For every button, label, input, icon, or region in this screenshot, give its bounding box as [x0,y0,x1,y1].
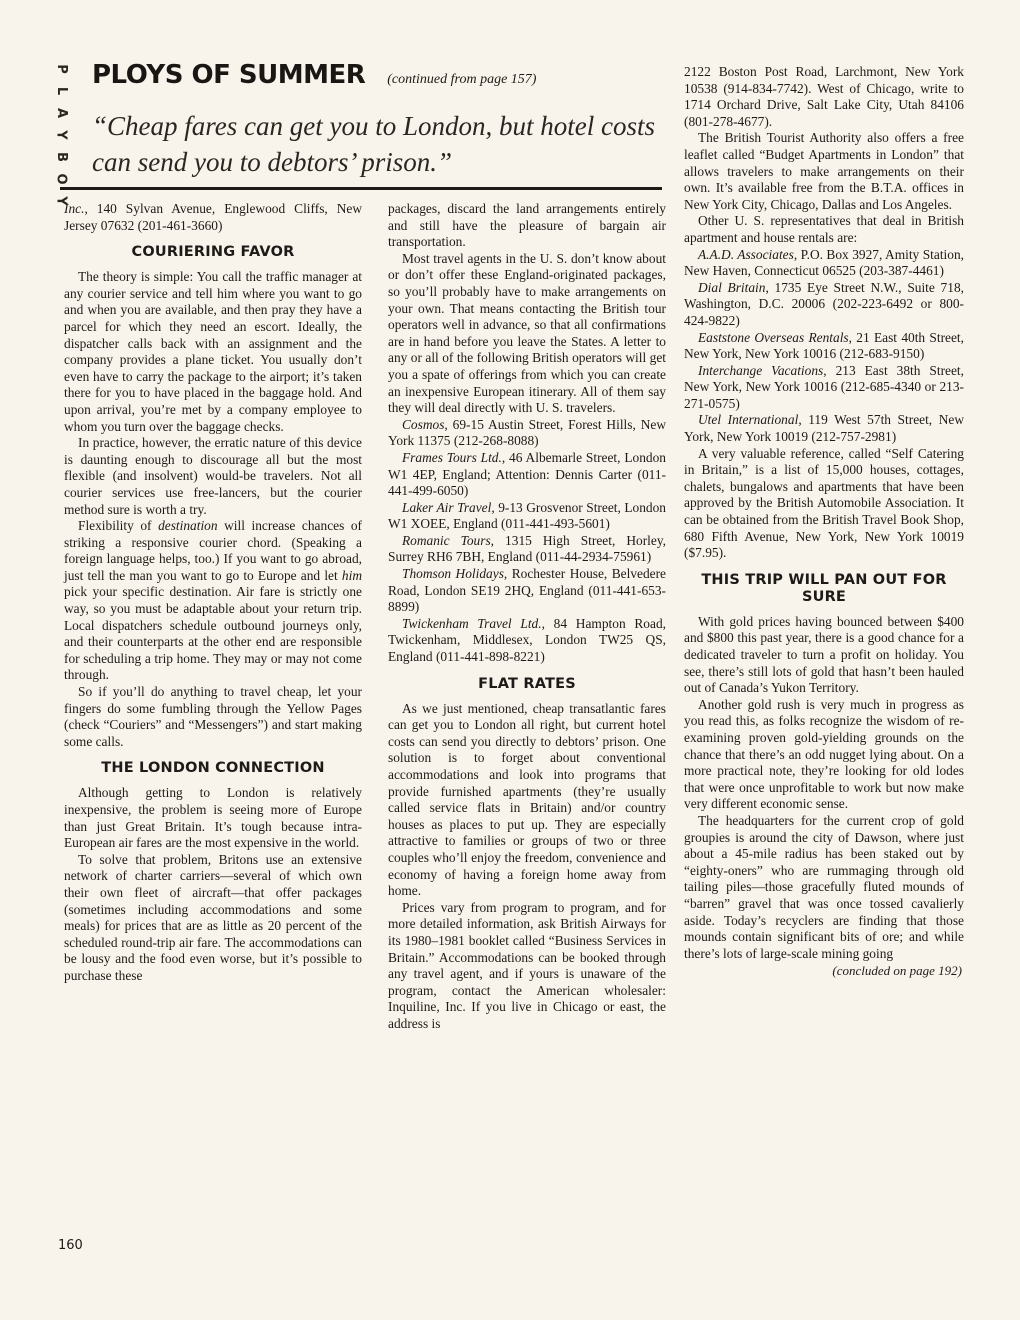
column-3 [684,64,964,980]
paragraph-text: will increase chances of striking a responsive courier chord. (Speaking a foreign language helps, too.) If you want to go abroad, just tell the man you want to go to Europe and let [64,518,362,583]
listing [388,450,666,500]
paragraph: The British Tourist Authority also offers a free leaflet called “Budget Apartments in London” that allows travelers to make arrangements on their own. It’s available free from the B.T.A. offices in New York City, Chicago, Dallas and Los Angeles. [684,130,964,212]
company-name: Cosmos [402,416,445,432]
column-2 [388,201,666,1033]
section-heading: FLAT RATES [478,675,576,692]
pull-quote: “Cheap fares can get you to London, but hotel costs can send you to debtors’ prison.” [92,111,655,177]
mag-letter: A [54,107,69,119]
company-name: Frames Tours Ltd. [402,449,502,465]
paragraph: packages, discard the land arrangements entirely and still have the pleasure of bargain air transportation. [388,201,666,250]
continued-note: (continued from page 157) [387,72,537,87]
mag-letter: P [54,64,69,74]
concluded-note: (concluded on page 192) [832,963,962,979]
listing-address: , 21 East 40th Street, New York, New York 10016 (212-683-9150) [684,329,964,362]
company-name: Romanic Tours [402,532,491,548]
paragraph: A very valuable reference, called “Self Catering in Britain,” is a list of 15,000 houses, cottages, chalets, bungalows and apartments that have been approved by the British Automobile Association. It can be obtained from the British Travel Book Shop, 680 Fifth Avenue, New York, New York 10019 ($7.95). [684,445,964,561]
paragraph: Although getting to London is relatively inexpensive, the problem is seeing more of Europe than just Great Britain. It’s tough because intra-European air fares are the most expensive in the world. [64,785,362,851]
listing [684,363,964,413]
paragraph: So if you’ll do anything to travel cheap, let your fingers do some fumbling through the Yellow Pages (check “Couriers” and “Messengers”) and start making some calls. [64,684,362,749]
listing [388,533,666,566]
paragraph-text: pick your specific destination. Air fare is strictly one way, so you must be adaptable about your return trip. Local dispatchers schedule outbound journeys only, and their counterparts at the other end are responsible for scheduling a trip home. They may or may not come through. [64,584,362,683]
mag-letter: B [53,152,69,162]
paragraph-text: , 140 Sylvan Avenue, Englewood Cliffs, New Jersey 07632 (201-461-3660) [64,201,362,233]
title-row [92,60,672,90]
listing-address: , P.O. Box 3927, Amity Station, New Haven, Connecticut 06525 (203-387-4461) [684,246,964,279]
mag-letter: L [53,86,69,96]
article-header [92,60,672,180]
mag-letter: Y [53,130,69,140]
paragraph: Most travel agents in the U. S. don’t know about or don’t offer these England-originated packages, so you’ll probably have to make arrangements on your own. That means contacting the British tour operators well in advance, so that all confirmations are in hand before you leave the States. A letter to any or all of the following British operators will get you a spate of offerings from which you can create an inexpensive European itinerary. All of them say they will deal directly with U. S. travelers. [388,250,666,416]
company-name: Dial Britain [698,279,766,295]
paragraph: Another gold rush is very much in progress as you read this, as folks recognize the wisdom of re-examining proven gold-yielding grounds on the chance that there’s an odd nugget lying about. On a more practical note, they’re looking for old lodes that were once unprofitable to work but now make very different economic sense. [684,696,964,812]
company-name: Thomson Holidays [402,566,504,582]
page-number: 160 [58,1238,83,1253]
company-name: Twickenham Travel Ltd. [402,615,542,631]
listing-address: , 119 West 57th Street, New York, New York 10019 (212-757-2981) [684,412,965,445]
paragraph: The headquarters for the current crop of gold groupies is around the city of Dawson, where just about a 45-mile radius has been staked out by “eighty-oners” who are rummaging through old tailing piles—those gracefully fluted mounds of “barren” gravel that was once tossed cavalierly aside. Today’s recyclers are finding that those mounds contain significant bits of ore; and while there’s lots of large-scale mining going [684,812,964,961]
paragraph [64,201,362,234]
listing-address: , 84 Hampton Road, Twickenham, Middlesex, London TW25 QS, England (011-441-898-8221) [388,615,666,665]
mag-letter: Y [53,196,69,206]
header-rule [60,187,662,190]
listing-address: , 1735 Eye Street N.W., Suite 718, Washington, D.C. 20006 (202-223-6492 or 800-424-9822) [684,279,964,328]
company-name: Laker Air Travel [402,499,492,515]
paragraph-text: Flexibility of [78,518,159,534]
mag-letter: O [54,173,69,185]
listing-address: , Rochester House, Belvedere Road, London SE19 2HQ, England (011-441-653-8899) [388,566,666,615]
paragraph: In practice, however, the erratic nature of this device is daunting enough to discourage all but the most flexible (and insolvent) would-be travelers. Not all courier services use free-lancers, but the courier method sure is worth a try. [64,435,362,517]
paragraph: As we just mentioned, cheap transatlantic fares can get you to London all right, but current hotel costs can send you directly to debtors’ prison. One solution is to forget about conventional accommodations and look into programs that provide furnished apartments (they’re usually called service flats in Britain) and/or country houses as places to put up. They are especially attractive to families or groups of two or three couples who’ll enjoy the freedom, convenience and economy of having a foreign home away from home. [388,700,666,899]
company-name: A.A.D. Associates [698,246,794,262]
listing [684,330,964,363]
listing [388,616,666,666]
listing [684,247,964,280]
emphasis: destination [158,518,218,534]
company-name: Eaststone Overseas Rentals [698,329,849,345]
listing [388,566,666,616]
column-1 [64,201,362,985]
listing [684,280,964,330]
company-name: Interchange Vacations [698,362,824,378]
article-title: PLOYS OF SUMMER [92,60,366,90]
listing-address: , 69-15 Austin Street, Forest Hills, New York 11375 (212-268-8088) [388,416,666,449]
paragraph: 2122 Boston Post Road, Larchmont, New York 10538 (914-834-7742). West of Chicago, write to 1714 Orchard Drive, Salt Lake City, Utah 84106 (801-278-4677). [684,64,964,129]
section-heading: THIS TRIP WILL PAN OUT FOR SURE [701,571,947,605]
listing [388,500,666,533]
paragraph: Prices vary from program to program, and for more detailed information, ask British Airways for its 1980–1981 booklet called “Business Services in Britain.” Accommodations can be booked through any travel agent, and if yours is unaware of the program, contact the American wholesaler: Inquiline, Inc. If you live in Chicago or east, the address is [388,899,666,1031]
listing [388,417,666,450]
company-name: Utel International [698,412,799,428]
paragraph: Other U. S. representatives that deal in British apartment and house rentals are: [684,213,964,245]
listing-address: , 9-13 Grosvenor Street, London W1 XOEE, England (011-441-493-5601) [388,499,667,532]
company-name: Inc. [64,201,85,216]
listing-address: , 1315 High Street, Horley, Surrey RH6 7BH, England (011-44-2934-75961) [388,532,666,565]
paragraph [64,518,362,684]
section-heading: COURIERING FAVOR [131,244,295,261]
paragraph: The theory is simple: You call the traffic manager at any courier service and tell him where you want to go and when you are available, and then pray they have a parcel for which they need an escort. Ideally, the dispatcher calls back with an assignment and the company provides a plane ticket. You usually don’t even have to carry the package to the airport; it’s taken there for you to have placed in the baggage hold. And upon arrival, you’re met by a company employee to whom you turn over the baggage checks. [64,269,362,434]
listing-address: , 213 East 38th Street, New York, New York 10016 (212-685-4340 or 213-271-0575) [684,362,964,411]
listing-address: , 46 Albemarle Street, London W1 4EP, England; Attention: Dennis Carter (011-441-499-6050) [388,449,666,499]
paragraph: With gold prices having bounced between $400 and $800 this past year, there is a good chance for a dedicated traveler to turn a profit on holiday. You see, there’s still lots of gold that hasn’t been hauled out of Canada’s Yukon Territory. [684,613,964,696]
paragraph: To solve that problem, Britons use an extensive network of charter carriers—several of which own their own fleet of aircraft—that offer packages (sometimes including accommodations and some meals) for prices that are as little as 20 percent of the scheduled round-trip air fare. The accommodations can be lousy and the food even worse, but it’s possible to purchase these [64,851,362,983]
emphasis: him [341,567,362,583]
listing [684,412,964,445]
section-heading: THE LONDON CONNECTION [101,760,325,777]
